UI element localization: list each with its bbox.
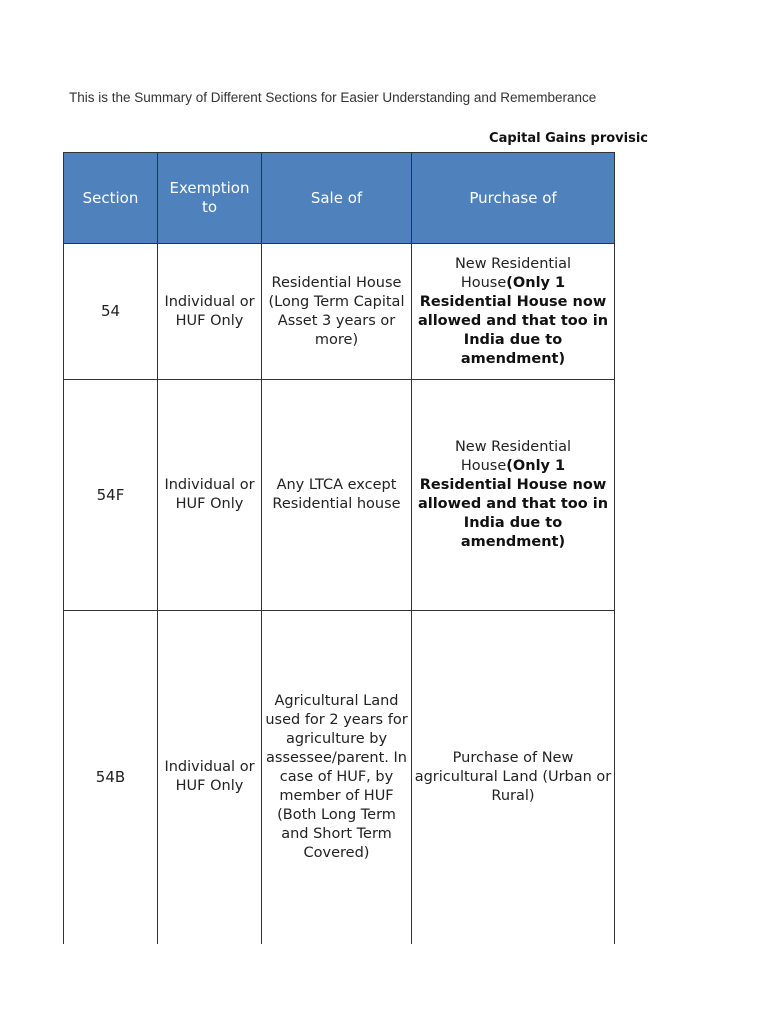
table-row [64, 244, 615, 380]
sheet-heading: Capital Gains provisic [489, 131, 648, 146]
header-exemption: Exemption to [158, 153, 262, 244]
purchase-plain-text: New Residential House [454, 255, 572, 291]
cell-section: 54B [64, 611, 158, 944]
cell-purchase [412, 380, 615, 611]
purchase-plain-text: Purchase of New agricultural Land (Urban or Rural) [414, 749, 612, 804]
cell-sale: Residential House (Long Term Capital Asset 3 years or more) [262, 244, 412, 380]
cell-exemption: Individual or HUF Only [158, 380, 262, 611]
cell-purchase [412, 244, 615, 380]
purchase-plain-text: New Residential House [454, 439, 572, 474]
heading-clip [380, 131, 648, 153]
cell-sale: Any LTCA except Residential house [262, 380, 412, 611]
table-header-row [64, 153, 615, 244]
cell-sale: Agricultural Land used for 2 years for agriculture by assessee/parent. In case of HUF, by member of HUF (Both Long Term and Short Term Covered) [262, 611, 412, 944]
cell-exemption: Individual or HUF Only [158, 611, 262, 944]
header-section: Section [64, 153, 158, 244]
cell-purchase [412, 611, 615, 944]
purchase-bold-text: (Only 1 Residential House now allowed and that too in India due to amendment) [417, 274, 609, 367]
table-row [64, 380, 615, 611]
intro-text: This is the Summary of Different Sections for Easier Understanding and Rememberance [69, 90, 597, 105]
header-sale: Sale of [262, 153, 412, 244]
capital-gains-table [63, 152, 615, 944]
header-purchase: Purchase of [412, 153, 615, 244]
cell-section: 54 [64, 244, 158, 380]
cell-exemption: Individual or HUF Only [158, 244, 262, 380]
purchase-bold-text: (Only 1 Residential House now allowed and that too in India due to amendment) [417, 458, 609, 550]
cell-section: 54F [64, 380, 158, 611]
table-row [64, 611, 615, 944]
